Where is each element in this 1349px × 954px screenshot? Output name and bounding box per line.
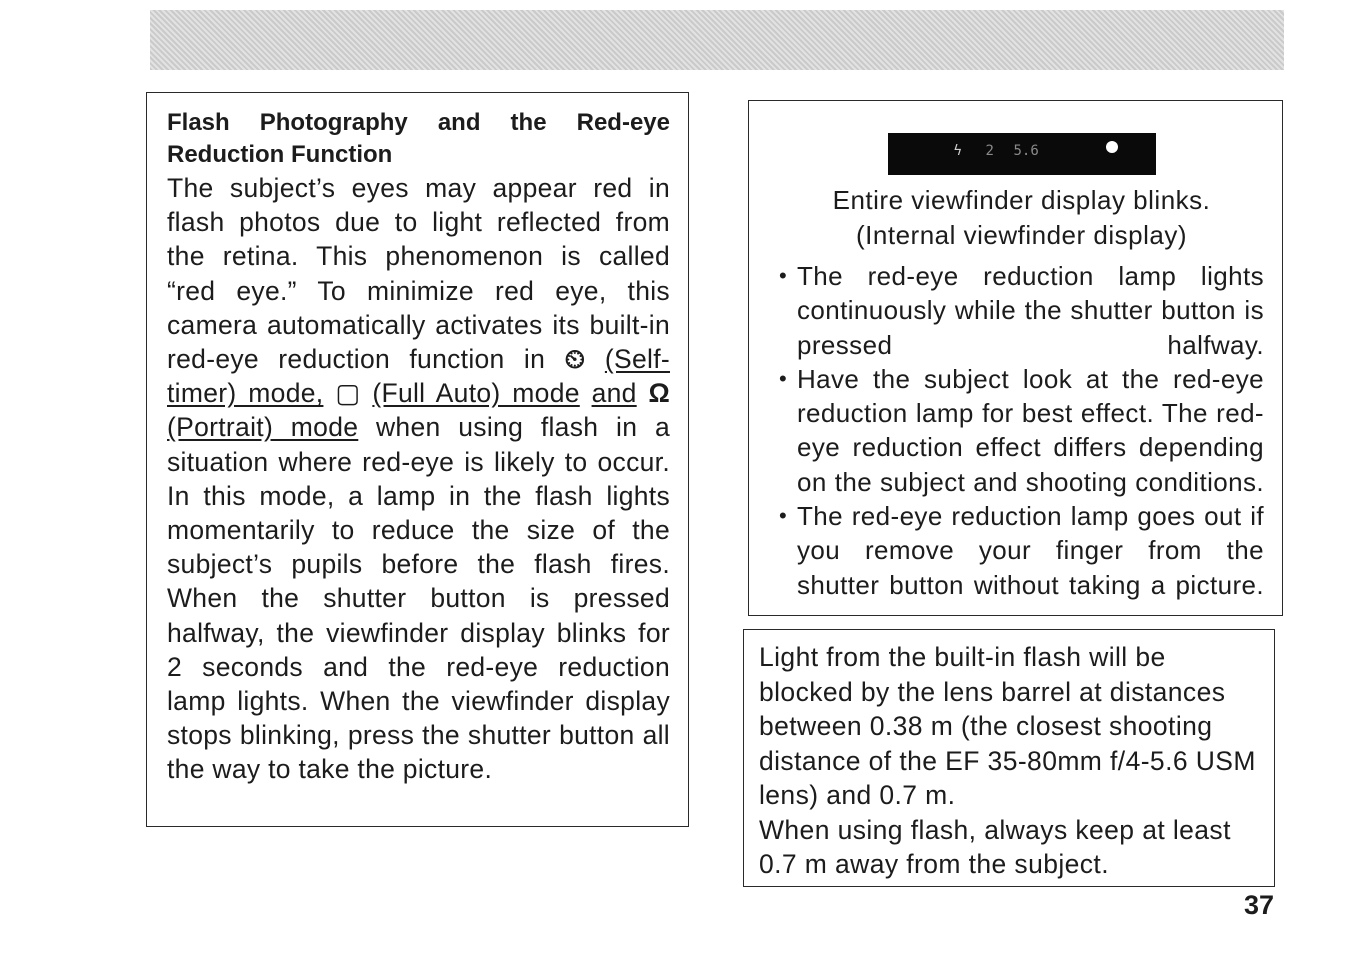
section-heading-line1: Flash Photography and the Red-eye <box>167 109 670 136</box>
caption-line1: Entire viewfinder display blinks. <box>832 185 1211 215</box>
flash-icon: ϟ <box>953 143 962 159</box>
notes-list <box>779 259 1264 602</box>
and-word: and <box>591 378 637 409</box>
section-body <box>167 171 670 787</box>
flash-distance-note <box>743 629 1275 887</box>
shutter-speed-readout: 2 <box>985 143 994 159</box>
section-heading-line2: Reduction Function <box>167 141 393 168</box>
note-paragraph-2: When using flash, always keep at least 0.7 m away from the subject. <box>759 814 1231 879</box>
viewfinder-display <box>888 133 1156 175</box>
note-paragraph-1: Light from the built-in flash will be blocked by the lens barrel at distances between 0.38 m (the closest shooting distance of the EF 35-80mm f/4-5.6 USM lens) and 0.7 m. <box>759 642 1256 810</box>
selftimer-mode-icon: ⏲ <box>564 344 586 375</box>
header-band <box>150 10 1284 70</box>
selftimer-mode-label: (Self-timer) mode, <box>167 344 670 409</box>
full-auto-mode-label: (Full Auto) mode <box>372 378 580 409</box>
aperture-readout: 5.6 <box>1013 143 1039 159</box>
portrait-mode-icon: Ω <box>648 378 671 409</box>
caption-line2: (Internal viewfinder display) <box>856 220 1187 250</box>
list-item: • The red-eye reduction lamp goes out if you remove your finger from the shutter button without taking a picture. <box>779 499 1264 602</box>
red-eye-reduction-section <box>146 92 689 827</box>
full-auto-mode-icon: ▢ <box>335 378 361 409</box>
viewfinder-caption <box>779 183 1264 253</box>
list-item: • The red-eye reduction lamp lights continuously while the shutter button is pressed halfway. <box>779 259 1264 362</box>
list-item: • Have the subject look at the red-eye reduction lamp for best effect. The red-eye reduction effect differs depending on the subject and shooting conditions. <box>779 362 1264 499</box>
focus-confirmation-icon <box>1106 141 1118 153</box>
viewfinder-info-section <box>748 100 1283 616</box>
page-number: 37 <box>1244 890 1275 920</box>
body-text-intro: The subject’s eyes may appear red in flash photos due to light reflected from the retina. This phenomenon is called “red eye.” To minimize red eye, this camera automatically activates its built-in red-eye reduction function in <box>167 173 670 375</box>
portrait-mode-label: (Portrait) mode <box>167 412 359 443</box>
body-text-continued: when using flash in a situation where red-eye is likely to occur. In this mode, a lamp in the flash lights momentarily to reduce the size of the subject’s pupils before the flash fires. When the shutter button is pressed halfway, the viewfinder display blinks for 2 seconds and the red-eye reduction lamp lights. When the viewfinder display stops blinking, press the shutter button all the way to take the picture. <box>167 412 671 785</box>
